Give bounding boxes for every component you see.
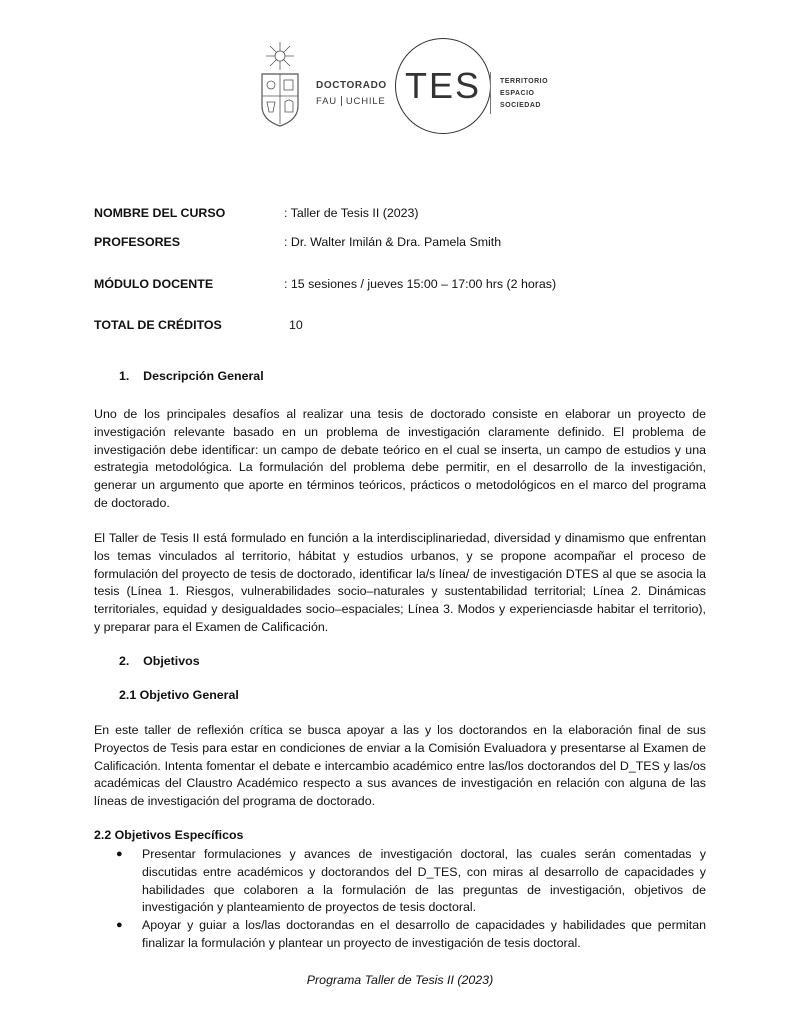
bullet-icon: ● xyxy=(116,848,123,860)
org-title: DOCTORADO xyxy=(316,80,387,91)
list-item-text: Apoyar y guiar a los/las doctorandas en el desarrollo de capacidades y habilidades que permitan finalizar la formulación y plantear un proyecto de investigación de tesis doctoral. xyxy=(142,918,706,950)
list-item xyxy=(94,917,706,953)
specific-objectives-list xyxy=(94,846,706,953)
header-logo xyxy=(258,38,558,138)
tes-logo: TES xyxy=(395,38,491,134)
section-1-title: Descripción General xyxy=(143,369,264,383)
logo-divider xyxy=(490,72,491,114)
university-crest-icon xyxy=(258,40,302,128)
description-paragraph-2: El Taller de Tesis II está formulado en función a la interdisciplinariedad, diversidad y dinamismo que enfrentan los temas vinculados al territorio, hábitat y estudios urbanos, y se propone acompañar el proceso de formulación del proyecto de tesis de doctorado, identificar la/s línea/ de investigación DTES al que se asocia la tesis (Línea 1. Riesgos, vulnerabilidades socio–naturales y sustentabilidad territorial; Línea 2. Dinámicas territoriales, equidad y desigualdades socio–espaciales; Línea 3. Modos y experienciasde habitar el territorio), y preparar para el Examen de Calificación. xyxy=(94,531,706,634)
course-label: NOMBRE DEL CURSO xyxy=(94,206,226,220)
section-1-heading xyxy=(119,369,264,383)
bullet-icon: ● xyxy=(116,919,123,932)
tes-logo-words xyxy=(500,76,548,112)
description-paragraph-1: Uno de los principales desafíos al realizar una tesis de doctorado consiste en elaborar un proyecto de investigación relevante basado en un problema de investigación claramente definido. El problema de investigación debe identificar: un campo de debate teórico en el cual se inserta, un campo de estudios y una estrategia metodológica. La formulación del problema debe permitir, en el desarrollo de la investigación, generar un argumento que aporte en términos teóricos, prácticos o metodológicos en el marco del programa de doctorado. xyxy=(94,407,706,510)
general-objective-heading: 2.1 Objetivo General xyxy=(119,688,239,702)
logo-word: SOCIEDAD xyxy=(500,102,541,109)
module-value: : 15 sesiones / jueves 15:00 – 17:00 hrs (2 horas) xyxy=(284,277,557,291)
list-item-text: Presentar formulaciones y avances de investigación doctoral, las cuales serán comentadas y discutidas entre académicos y doctorandos del D_TES, con miras al desarrollo de capacidades y habilidades que colaboren a la formulación de las preguntas de investigación, objetivos de investigación y planteamiento de proyectos de tesis doctoral. xyxy=(142,847,706,915)
section-2-number: 2. xyxy=(119,654,130,668)
credits-label: TOTAL DE CRÉDITOS xyxy=(94,318,222,332)
specific-objectives-heading: 2.2 Objetivos Específicos xyxy=(94,828,244,842)
org-subtitle xyxy=(316,96,387,107)
professors-value: : Dr. Walter Imilán & Dra. Pamela Smith xyxy=(284,235,502,249)
module-label: MÓDULO DOCENTE xyxy=(94,277,214,291)
section-2-heading xyxy=(119,654,200,668)
org-sub-left: FAU xyxy=(316,96,337,107)
logo-word: ESPACIO xyxy=(500,90,535,97)
professors-label: PROFESORES xyxy=(94,235,181,249)
section-2-title: Objetivos xyxy=(143,654,200,668)
page-footer: Programa Taller de Tesis II (2023) xyxy=(306,973,494,987)
section-1-number: 1. xyxy=(119,369,130,383)
course-value: : Taller de Tesis II (2023) xyxy=(284,206,419,220)
org-name-block xyxy=(316,80,387,107)
credits-value: 10 xyxy=(289,318,303,332)
logo-word: TERRITORIO xyxy=(500,78,549,85)
org-sub-right: UCHILE xyxy=(345,96,386,107)
list-item xyxy=(94,846,706,917)
general-objective-paragraph: En este taller de reflexión crítica se busca apoyar a las y los doctorandos en la elaboración final de sus Proyectos de Tesis para estar en condiciones de enviar a la Comisión Evaluadora y presentarse al Examen de Calificación. Intenta fomentar el debate e intercambio académico entre las/los doctorandos del D_TES y las/os académicas del Claustro Académico respecto a sus avances de investigación en relación con alguna de las líneas de investigación del programa de doctorado. xyxy=(94,723,706,809)
